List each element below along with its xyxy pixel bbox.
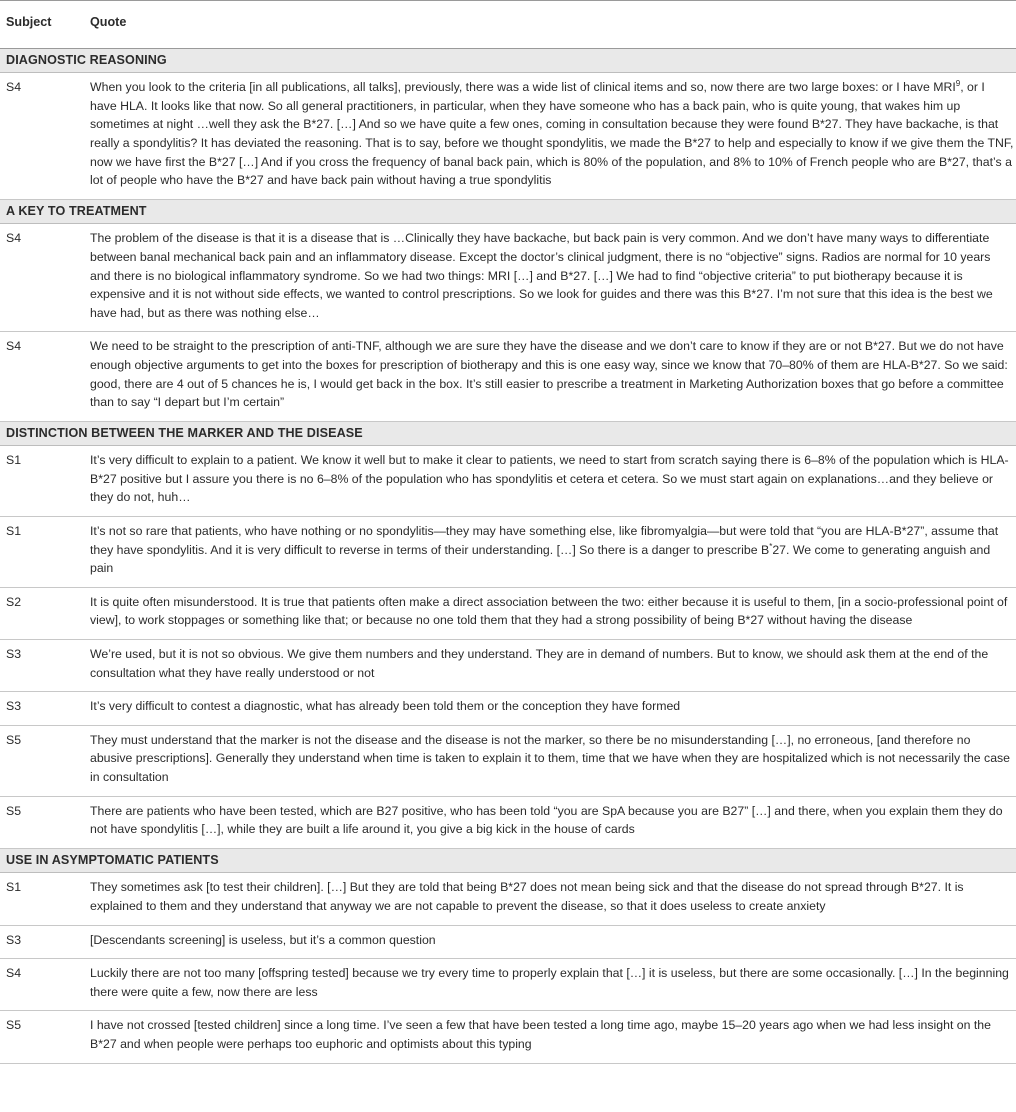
quote-cell xyxy=(80,959,1016,1011)
quote-superscript: 9 xyxy=(955,79,961,89)
quote-cell xyxy=(80,796,1016,848)
quote-column-header: Quote xyxy=(80,1,1016,49)
quote-cell xyxy=(80,873,1016,925)
table-row xyxy=(0,925,1016,959)
subject-column-header: Subject xyxy=(0,1,80,49)
quote-cell xyxy=(80,517,1016,588)
subject-cell: S4 xyxy=(0,332,80,421)
quote-text: [Descendants screening] is useless, but it’s a common question xyxy=(90,932,436,947)
quote-cell xyxy=(80,725,1016,796)
quote-superscript: * xyxy=(769,541,773,551)
quote-cell xyxy=(80,224,1016,332)
quote-cell xyxy=(80,332,1016,421)
section-header-row xyxy=(0,199,1016,224)
subject-cell: S3 xyxy=(0,925,80,959)
table-row xyxy=(0,725,1016,796)
section-header-row xyxy=(0,48,1016,73)
table-row xyxy=(0,796,1016,848)
subject-cell: S4 xyxy=(0,224,80,332)
quote-cell xyxy=(80,446,1016,517)
quote-text: I have not crossed [tested children] since a long time. I’ve seen a few that have been tested a long time ago, maybe 15–20 years ago when we had less insight on the B*27 and when people were perhaps too euphoric and optimists about this typing xyxy=(90,1018,991,1051)
table-row xyxy=(0,332,1016,421)
quote-cell xyxy=(80,692,1016,726)
section-title: DIAGNOSTIC REASONING xyxy=(0,48,1016,73)
quote-text: Luckily there are not too many [offspring tested] because we try every time to properly explain that […] it is useless, but there are some occasionally. […] In the beginning there were quite a few, now there are less xyxy=(90,966,1009,999)
subject-cell: S1 xyxy=(0,517,80,588)
quote-text: We’re used, but it is not so obvious. We give them numbers and they understand. They are in demand of numbers. But to know, we should ask them at the end of the consultation what they have really understood or not xyxy=(90,647,989,680)
section-title: USE IN ASYMPTOMATIC PATIENTS xyxy=(0,848,1016,873)
subject-cell: S4 xyxy=(0,959,80,1011)
table-row xyxy=(0,73,1016,200)
quote-text: , or I have HLA. It looks like that now. So all general practitioners, in particular, when they have someone who has a back pain, who is quite young, that wakes him up sometimes at night …well they ask the B*27. […] And so we have quite a few ones, coming in consultation because they were found B*27. They have backache, is that really a spondylitis? It has deviated the reasoning. That is to say, before we thought spondylitis, we made the B*27 to help and especially to know if we give them the TNF, now we have first the B*27 […] And if you cross the frequency of banal back pain, which is 80% of the population, and 8% to 10% of French people who are B*27, that’s a lot of people who have the B*27 and have back pain without having a true spondylitis xyxy=(90,80,1014,188)
table-row xyxy=(0,640,1016,692)
quote-text: They must understand that the marker is not the disease and the disease is not the marker, so there be no misunderstanding […], no erroneous, [and therefore no abusive prescriptions]. Generally they understand when time is taken to explain it to them, time that we have when they are hospitalized which is not necessarily the case in consultation xyxy=(90,732,1011,784)
subject-cell: S3 xyxy=(0,640,80,692)
subject-cell: S4 xyxy=(0,73,80,200)
quote-text: We need to be straight to the prescription of anti-TNF, although we are sure they have the disease and we don’t care to know if they are or not B*27. But we do not have enough objective arguments to get into the boxes for prescription of biotherapy and this is one easy way, since we know that 70–80% of them are HLA-B*27. So we said: good, there are 4 out of 5 chances he is, I would get back in the box. It’s still easier to prescribe a treatment in Marketing Authorization boxes that go before a committee than to say “I depart but I’m certain” xyxy=(90,339,1008,410)
section-header-row xyxy=(0,421,1016,446)
quote-text: It’s not so rare that patients, who have nothing or no spondylitis—they may have something else, like fibromyalgia—but were told that “you are HLA-B*27”, assume that they have spondylitis. And it is very difficult to reverse in terms of their understanding. […] So there is a danger to prescribe B xyxy=(90,524,999,557)
subject-cell: S1 xyxy=(0,446,80,517)
quote-text: They sometimes ask [to test their children]. […] But they are told that being B*27 does not mean being sick and that the disease do not spread through B*27. It is explained to them and they understand that anyway we are not capable to prevent the disease, so that it does useless to create anxiety xyxy=(90,880,964,913)
table-row xyxy=(0,517,1016,588)
table-row xyxy=(0,692,1016,726)
subject-cell: S5 xyxy=(0,1011,80,1063)
quote-text: It’s very difficult to explain to a patient. We know it well but to make it clear to patients, we need to start from scratch saying there is 6–8% of the population which is HLA-B*27 positive but I assure you there is no 6–8% of the population who has spondylitis et cetera et cetera. So we must start again on explanations…and they believe or they do not, huh… xyxy=(90,453,1009,505)
quote-cell xyxy=(80,925,1016,959)
quote-text: It’s very difficult to contest a diagnostic, what has already been told them or the conception they have formed xyxy=(90,699,681,714)
quote-cell xyxy=(80,640,1016,692)
table-row xyxy=(0,873,1016,925)
quote-cell xyxy=(80,73,1016,200)
subject-cell: S5 xyxy=(0,725,80,796)
quote-text: When you look to the criteria [in all publications, all talks], previously, there was a wide list of clinical items and so, now there are two large boxes: or I have MRI xyxy=(90,80,956,95)
subject-cell: S1 xyxy=(0,873,80,925)
subject-cell: S5 xyxy=(0,796,80,848)
table-row xyxy=(0,224,1016,332)
table-header-row xyxy=(0,1,1016,49)
section-header-row xyxy=(0,848,1016,873)
quote-cell xyxy=(80,587,1016,639)
quote-text: The problem of the disease is that it is a disease that is …Clinically they have backache, but back pain is very common. And we don’t have many ways to differentiate between banal mechanical back pain and an inflammatory disease. Except the doctor’s clinical judgment, there is no “objective” signs. Radios are normal for 10 years and there is no biological inflammatory syndrome. So we had two things: MRI […] and B*27. […] We had to find “objective criteria” to put biotherapy because it is expensive and it is not without side effects, we wanted to control prescriptions. So we look for guides and there was this B*27. I’m not sure that this idea is the best we have had, but as there was nothing else… xyxy=(90,231,993,320)
section-title: DISTINCTION BETWEEN THE MARKER AND THE DISEASE xyxy=(0,421,1016,446)
quote-cell xyxy=(80,1011,1016,1063)
table-row xyxy=(0,959,1016,1011)
quote-text: There are patients who have been tested, which are B27 positive, who has been told “you are SpA because you are B27” […] and there, when you explain them they do not have spondylitis […], while they are built a life around it, you give a big kick in the house of cards xyxy=(90,803,1003,837)
quote-text: It is quite often misunderstood. It is true that patients often make a direct association between the two: either because it is useful to them, [in a socio-professional point of view], to work stoppages or something like that; or because no one told them that they had a strong possibility of being B*27 without having the disease xyxy=(90,594,1008,628)
table-row xyxy=(0,587,1016,639)
section-title: A KEY TO TREATMENT xyxy=(0,199,1016,224)
table-row xyxy=(0,1011,1016,1063)
table-body xyxy=(0,48,1016,1063)
quote-text: 27. We come to generating anguish and pain xyxy=(90,542,991,576)
subject-cell: S3 xyxy=(0,692,80,726)
subject-cell: S2 xyxy=(0,587,80,639)
table-row xyxy=(0,446,1016,517)
